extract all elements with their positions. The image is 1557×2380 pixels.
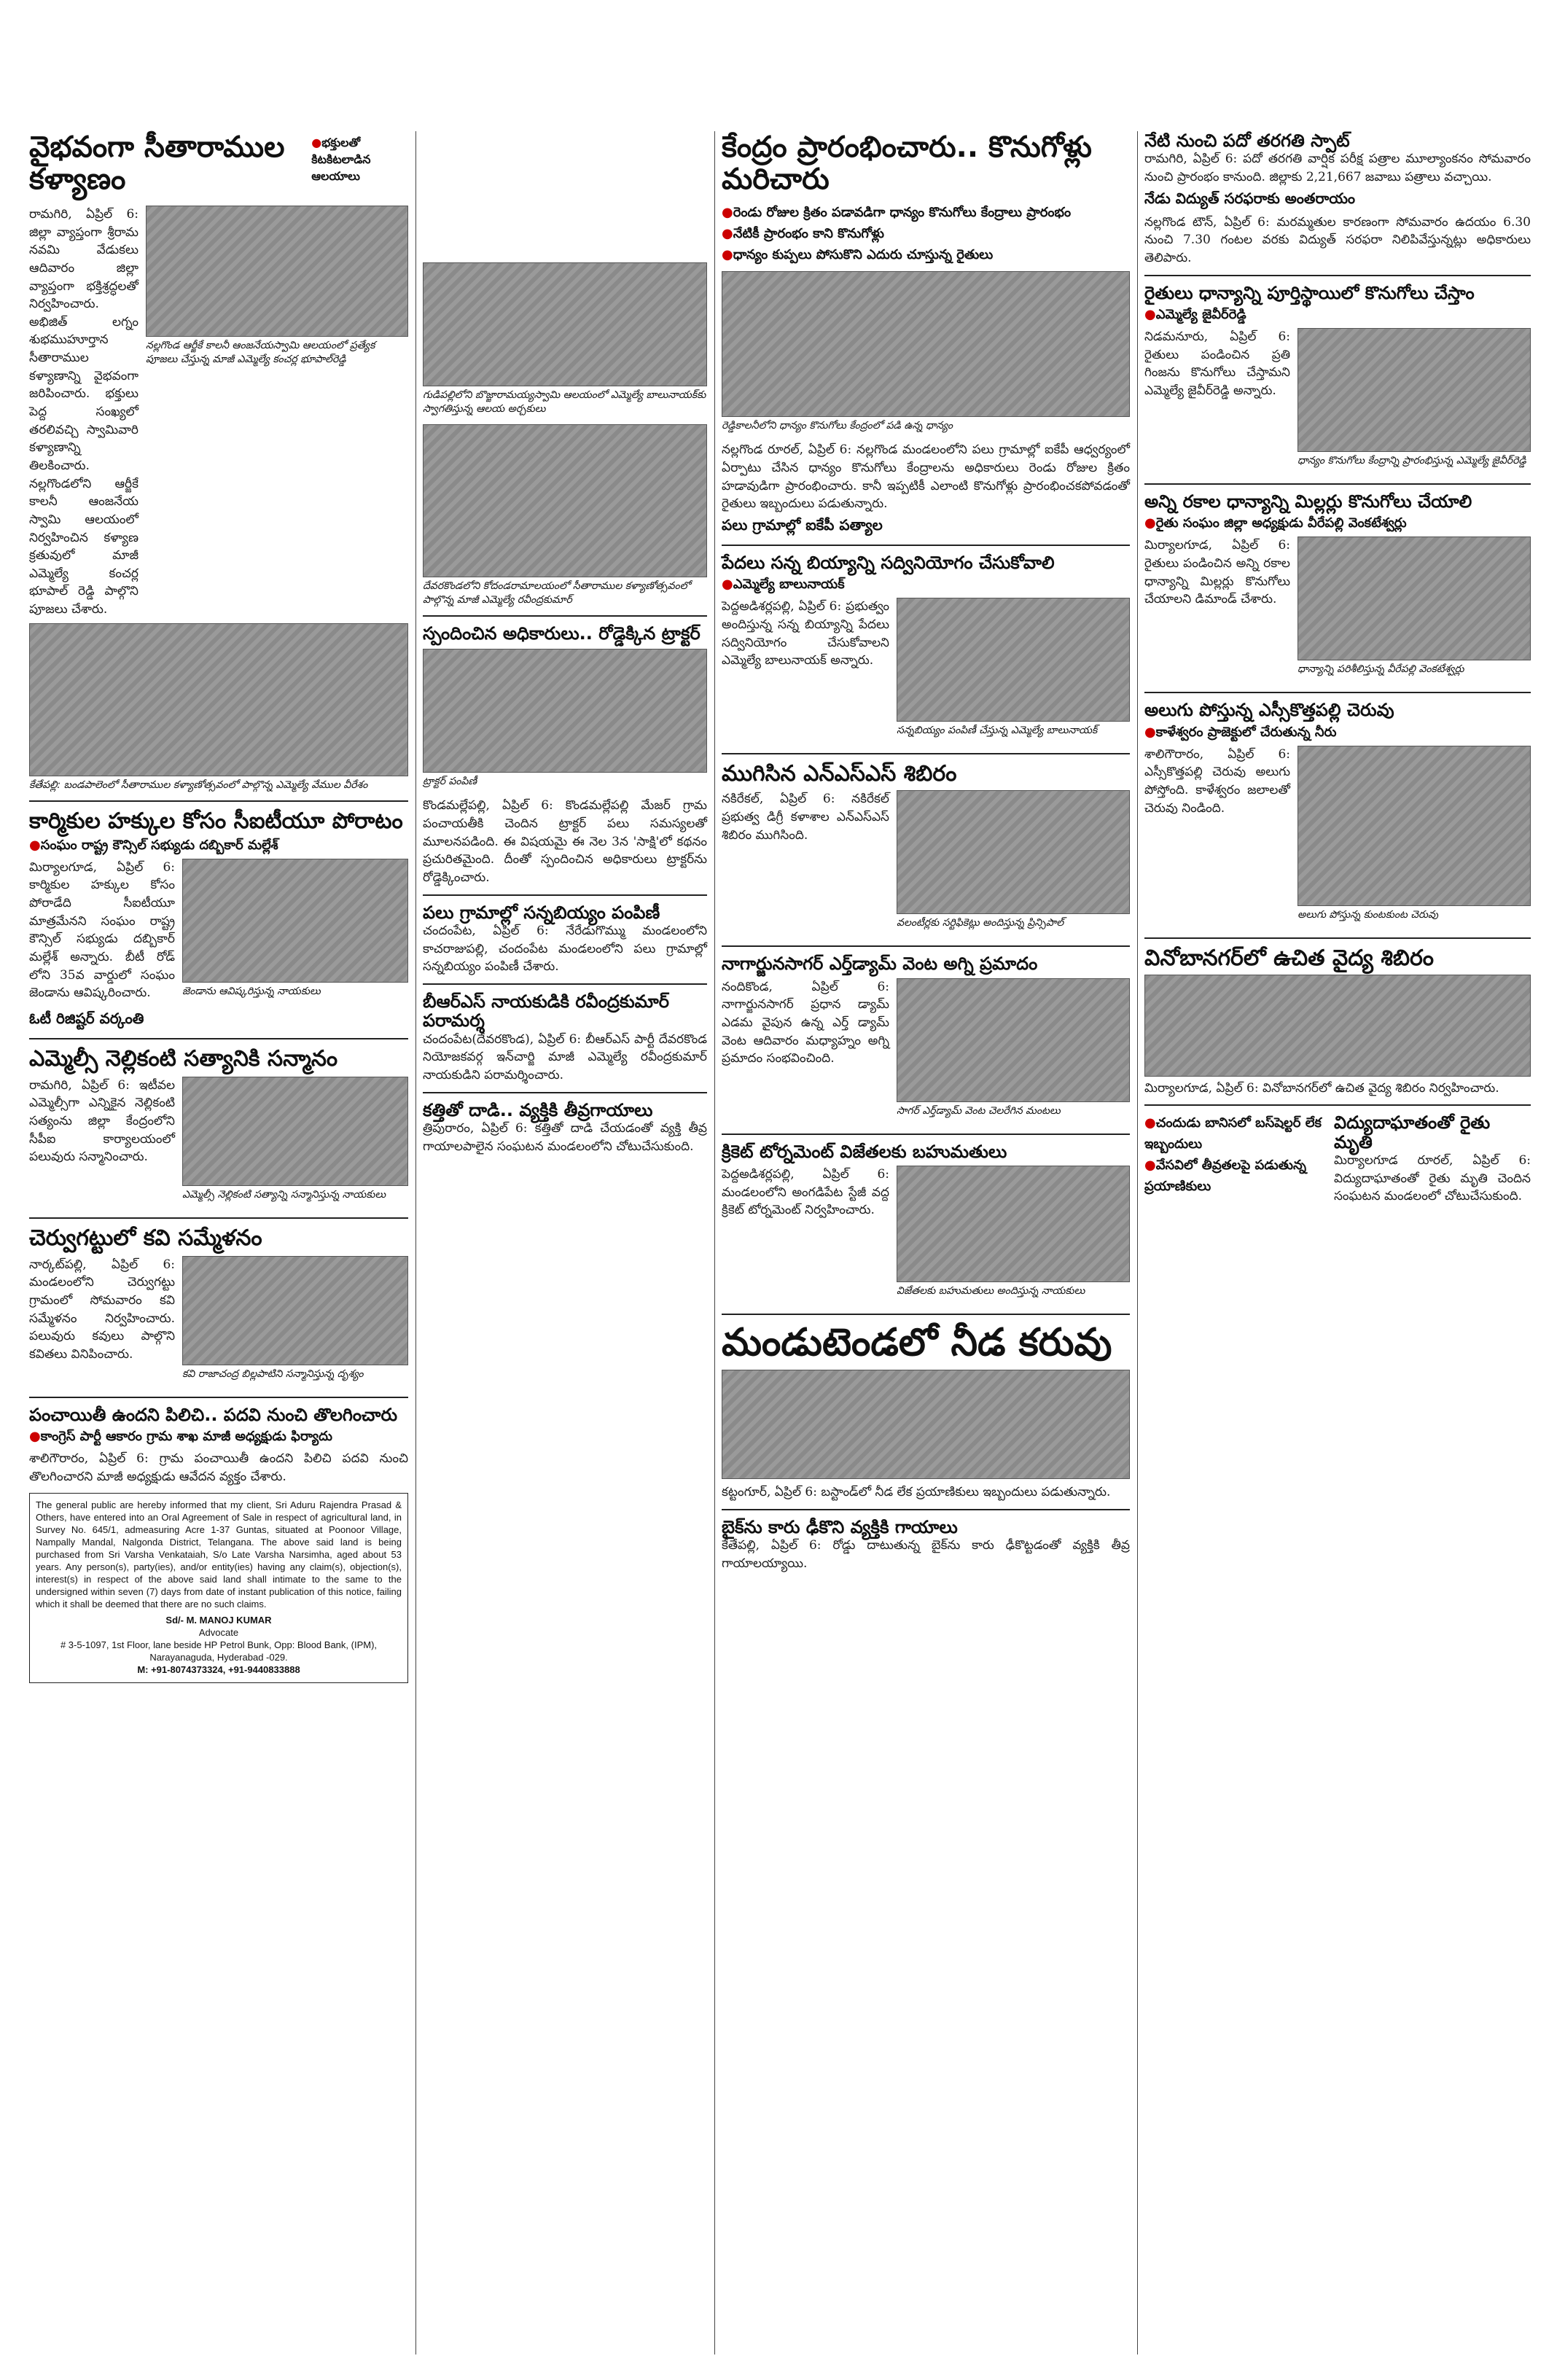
farmers-grain-photo bbox=[1298, 328, 1531, 452]
farmers-grain-byline: ● ఎమ్మెల్యే జైవీర్‌రెడ్డి bbox=[1144, 307, 1531, 325]
shade-photo bbox=[722, 1370, 1130, 1479]
electrocution-body: మిర్యాలగూడ రూరల్, ఏప్రిల్ 6: విద్యుదాఘాతంతో రైతు మృతి చెందిన సంఘటన మండలంలో చోటుచేసుకుంది. bbox=[1334, 1153, 1531, 1204]
bike-accident-body: కేతేపల్లి, ఏప్రిల్ 6: రోడ్డు దాటుతున్న బైక్‌ను కారు ఢీకొట్టడంతో వ్యక్తికి తీవ్ర గాయాలయ్యాయి. bbox=[722, 1538, 1130, 1571]
kalyanam-photo-4 bbox=[423, 424, 707, 577]
headline-panchayati: పంచాయితీ ఉందని పిలిచి.. పదవి నుంచి తొలగించారు bbox=[29, 1404, 398, 1425]
tractor-photo bbox=[423, 649, 707, 773]
satyam-photo bbox=[182, 1077, 408, 1186]
legal-notice-role: Advocate bbox=[198, 1627, 239, 1639]
millers-caption: ధాన్యాన్ని పరిశీలిస్తున్న వీరేపల్లి వెంకటేశ్వర్లు bbox=[1298, 663, 1464, 676]
legal-notice bbox=[29, 1493, 408, 1682]
headline-procurement: కేంద్రం ప్రారంభించారు.. కొనుగోళ్లు మరిచారు bbox=[722, 130, 1092, 196]
fire-photo bbox=[897, 978, 1130, 1102]
shade-bullets bbox=[1144, 1113, 1327, 1206]
farmers-grain-body: నిడమనూరు, ఏప్రిల్ 6: రైతులు పండించిన ప్రతి గింజను కొనుగోలు చేస్తామని ఎమ్మెల్యే జైవీర్‌రెడ్డి అన్నారు. bbox=[1144, 329, 1290, 398]
shade-body: కట్టంగూర్, ఏప్రిల్ 6: బస్టాండ్‌లో నీడ లేక ప్రయాణికులు ఇబ్బందులు పడుతున్నారు. bbox=[722, 1485, 1111, 1500]
satyam-body: రామగిరి, ఏప్రిల్ 6: ఇటీవల ఎమ్మెల్సీగా ఎన్నికైన నెల్లికంటి సత్యంను జిల్లా కేంద్రంలోని సీపీఐ కార్యాలయంలో పలువురు సన్మానించారు. bbox=[29, 1077, 175, 1165]
panchayati-byline: ● కాంగ్రెస్ పార్టీ ఆకారం గ్రామ శాఖ మాజీ అధ్యక్షుడు ఫిర్యాదు bbox=[29, 1429, 408, 1447]
citu-subhead: ఓటీ రిజిష్టర్ వర్కంతి bbox=[29, 1009, 144, 1027]
headline-tractor: స్పందించిన అధికారులు.. రోడ్డెక్కిన ట్రాక్టర్ bbox=[423, 623, 701, 644]
column-1 bbox=[29, 131, 408, 1683]
nss-photo bbox=[897, 790, 1130, 914]
column-3 bbox=[722, 131, 1130, 1573]
headline-electrocution: విద్యుదాఘాతంతో రైతు మృతి bbox=[1334, 1112, 1491, 1152]
pond-caption: అలుగు పోస్తున్న కుంటకుంట చెరువు bbox=[1298, 908, 1438, 921]
millers-photo bbox=[1298, 537, 1531, 660]
farmers-grain-caption: ధాన్యం కొనుగోలు కేంద్రాన్ని ప్రారంభిస్తున్న ఎమ్మెల్యే జైవీర్‌రెడ్డి bbox=[1298, 454, 1526, 467]
headline-citu: కార్మికుల హక్కుల కోసం సీఐటీయూ పోరాటం bbox=[29, 808, 403, 834]
citu-byline: ● సంఘం రాష్ట్ర కౌన్సిల్ సభ్యుడు దబ్బికార్ మల్లేశ్ bbox=[29, 838, 408, 856]
pond-byline: ● కాళేశ్వరం ప్రాజెక్టులో చేరుతున్న నీరు bbox=[1144, 725, 1531, 743]
shade-bullet: ● చందుడు బానిసలో బస్‌షెల్టర్ లేక ఇబ్బందులు bbox=[1144, 1113, 1327, 1155]
satyam-caption: ఎమ్మెల్సీ నెల్లికంటి సత్యాన్ని సన్మానిస్తున్న నాయకులు bbox=[182, 1188, 386, 1201]
pond-photo bbox=[1298, 746, 1531, 906]
legal-notice-phone: M: +91-8074373324, +91-9440833888 bbox=[137, 1663, 300, 1675]
rice-poor-byline: ● ఎమ్మెల్యే బాలునాయక్ bbox=[722, 577, 1130, 595]
rice-villages-body: చందంపేట, ఏప్రిల్ 6: నేరేడుగొమ్ము మండలంలోని కాచరాజుపల్లి, చందంపేట మండలంలోని పలు గ్రామాల్లో సన్నబియ్యం పంపిణీ చేశారు. bbox=[423, 923, 707, 975]
medical-camp-photo bbox=[1144, 975, 1531, 1077]
headline-kavi: చెర్వుగట్టులో కవి సమ్మేళనం bbox=[29, 1225, 262, 1251]
millers-body: మిర్యాలగూడ, ఏప్రిల్ 6: రైతులు పండించిన అన్ని రకాల ధాన్యాన్ని మిల్లర్లు కొనుగోలు చేయాలని డిమాండ్ చేశారు. bbox=[1144, 538, 1290, 607]
headline-spot: నేటి నుంచి పదో తరగతి స్పాట్ bbox=[1144, 130, 1350, 151]
procurement-bullets bbox=[722, 203, 1130, 265]
kavi-body: నార్కట్‌పల్లి, ఏప్రిల్ 6: మండలంలోని చెర్వుగట్టు గ్రామంలో సోమవారం కవి సమ్మేళనం నిర్వహించారు. పలువురు కవులు పాల్గొని కవితలు వినిపించారు. bbox=[29, 1257, 175, 1362]
column-4 bbox=[1144, 131, 1531, 1206]
headline-satyam: ఎమ్మెల్సీ నెల్లికంటి సత్యానికి సన్మానం bbox=[29, 1045, 338, 1072]
headline-fire: నాగార్జునసాగర్ ఎర్త్‌డ్యామ్ వెంట అగ్ని ప్రమాదం bbox=[722, 953, 1038, 975]
procurement-bullet: ● రెండు రోజుల క్రితం పడావడిగా ధాన్యం కొనుగోలు కేంద్రాలు ప్రారంభం bbox=[722, 203, 1130, 224]
headline-kalyanam: వైభవంగా సీతారాముల కళ్యాణం bbox=[29, 130, 285, 196]
kavi-caption: కవి రాజాచంద్ర బిల్లపాటిని సన్మానిస్తున్న దృశ్యం bbox=[182, 1367, 364, 1380]
procurement-bullet: ● ధాన్యం కుప్పలు పోసుకొని ఎదురు చూస్తున్న రైతులు bbox=[722, 245, 1130, 266]
knife-attack-body: త్రిపురారం, ఏప్రిల్ 6: కత్తితో దాడి చేయడంతో వ్యక్తి తీవ్ర గాయాలపాలైన సంఘటన మండలంలోని చోటుచేసుకుంది. bbox=[423, 1121, 707, 1154]
headline-shade: మండుటెండలో నీడ కరువు bbox=[722, 1321, 1112, 1365]
headline-medical-camp: వినోబానగర్‌లో ఉచిత వైద్య శిబిరం bbox=[1144, 945, 1434, 971]
procurement-caption-1: రెడ్డికాలనీలోని ధాన్యం కొనుగోలు కేంద్రంలో పడి ఉన్న ధాన్యం bbox=[722, 420, 953, 432]
headline-bike-accident: బైక్‌ను కారు ఢీకొని వ్యక్తికి గాయాలు bbox=[722, 1516, 958, 1537]
shade-bullet: ● వేసవిలో తీవ్రతలపై పడుతున్న ప్రయాణికులు bbox=[1144, 1155, 1327, 1198]
kalyanam-caption-2: గుడిపల్లిలోని బొజ్జారామయ్యస్వామి ఆలయంలో ఎమ్మెల్యే బాలునాయక్‌కు స్వాగతిస్తున్న ఆలయ అర్చకులు bbox=[423, 389, 706, 415]
cricket-body: పెద్దఅడిశర్లపల్లి, ఏప్రిల్ 6: మండలంలోని అంగడిపేట స్టేజీ వద్ద క్రికెట్ టోర్నమెంట్ నిర్వహించారు. bbox=[722, 1167, 889, 1218]
procurement-photo-1 bbox=[722, 271, 1130, 417]
pond-body: శాలిగౌరారం, ఏప్రిల్ 6: ఎస్సీకొత్తపల్లి చెరువు అలుగు పోస్తోంది. కాళేశ్వరం జలాలతో చెరువు నిండింది. bbox=[1144, 746, 1290, 816]
headline-cricket: క్రికెట్ టోర్నమెంట్ విజేతలకు బహుమతులు bbox=[722, 1141, 1007, 1162]
kalyanam-sub-bullet: ● భక్తులతో కిటకిటలాడిన ఆలయాలు bbox=[311, 136, 408, 186]
kalyanam-photo-1 bbox=[146, 206, 408, 337]
nss-body: నకిరేకల్, ఏప్రిల్ 6: నకిరేకల్ ప్రభుత్వ డిగ్రీ కళాశాల ఎన్ఎస్ఎస్ శిబిరం ముగిసింది. bbox=[722, 792, 889, 843]
rice-poor-photo bbox=[897, 598, 1130, 722]
legal-notice-text: The general public are hereby informed that my client, Sri Aduru Rajendra Prasad & Others, have entered into an Oral Agreement of Sale in respect of agricultural land, in Survey No. 645/1, admeasuring Acre 1-37 Guntas, situated at Poonoor Village, Nampally Mandal, Nalgonda District, Telangana. The above said land is being purchased from Sri Varsha Venkataiah, S/o Late Varsha Narsimha, aged about 53 years. Any person(s), party(ies), and/or entity(ies) having any claim(s), objection(s), interest(s) in respect of the above said land shall intimate to the same to the undersigned within seven (7) days from date of instant publication of this notice, failing which it shall be deemed that there are no such claims. bbox=[36, 1499, 402, 1610]
power-subhead: నేడు విద్యుత్ సరఫరాకు అంతరాయం bbox=[1144, 189, 1356, 207]
kalyanam-photo-2 bbox=[423, 262, 707, 386]
spot-body: రామగిరి, ఏప్రిల్ 6: పదో తరగతి వార్షిక పరీక్ష పత్రాల మూల్యాంకనం సోమవారం నుంచి ప్రారంభం కానుంది. జిల్లాకు 2,21,667 జవాబు పత్రాలు వచ్చాయి. bbox=[1144, 152, 1531, 185]
millers-byline: ● రైతు సంఘం జిల్లా అధ్యక్షుడు వీరేపల్లి వెంకటేశ్వర్లు bbox=[1144, 515, 1531, 534]
fire-body: నందికొండ, ఏప్రిల్ 6: నాగార్జునసాగర్ ప్రధాన డ్యామ్ ఎడమ వైపున ఉన్న ఎర్త్ డ్యామ్ వెంట ఆదివారం మధ్యాహ్నం అగ్ని ప్రమాదం సంభవించింది. bbox=[722, 979, 889, 1066]
newspaper-page bbox=[29, 131, 1531, 2354]
tractor-caption: ట్రాక్టర్ పంపిణీ bbox=[423, 776, 477, 788]
fire-caption: సాగర్ ఎర్త్‌డ్యామ్ వెంట చెలరేగిన మంటలు bbox=[897, 1104, 1061, 1117]
headline-rice-poor: పేదలు సన్న బియ్యాన్ని సద్వినియోగం చేసుకోవాలి bbox=[722, 552, 1055, 573]
panchayati-body: శాలిగౌరారం, ఏప్రిల్ 6: గ్రామ పంచాయితీ ఉందని పిలిచి పదవి నుంచి తొలగించారని మాజీ అధ్యక్షుడు ఆవేదన వ్యక్తం చేశారు. bbox=[29, 1451, 408, 1484]
kalyanam-body: రామగిరి, ఏప్రిల్ 6: జిల్లా వ్యాప్తంగా శ్రీరామ నవమి వేడుకలు ఆదివారం జిల్లా వ్యాప్తంగా భక్తిశ్రద్ధలతో నిర్వహించారు. అభిజిత్ లగ్నం శుభముహూర్తాన సీతారాముల కళ్యాణాన్ని వైభవంగా జరిపించారు. భక్తులు పెద్ద సంఖ్యలో తరలివచ్చి స్వామివారి కళ్యాణాన్ని తిలకించారు. నల్లగొండలోని ఆర్జీకే కాలనీ ఆంజనేయ స్వామి ఆలయంలో నిర్వహించిన కళ్యాణ క్రతువులో మాజీ ఎమ్మెల్యే కంచర్ల భూపాల్ రెడ్డి పాల్గొని పూజలు చేశారు. bbox=[29, 207, 138, 617]
rice-poor-body: పెద్దఅడిశర్లపల్లి, ఏప్రిల్ 6: ప్రభుత్వం అందిస్తున్న సన్న బియ్యాన్ని పేదలు సద్వినియోగం చేసుకోవాలని ఎమ్మెల్యే బాలునాయక్ అన్నారు. bbox=[722, 599, 889, 668]
citu-caption: జెండాను ఆవిష్కరిస్తున్న నాయకులు bbox=[182, 985, 321, 997]
headline-knife-attack: కత్తితో దాడి.. వ్యక్తికి తీవ్రగాయాలు bbox=[423, 1099, 653, 1120]
kalyanam-photo-3 bbox=[29, 623, 408, 776]
kalyanam-caption-1: నల్లగొండ ఆర్జీకే కాలనీ ఆంజనేయస్వామి ఆలయంలో ప్రత్యేక పూజలు చేస్తున్న మాజీ ఎమ్మెల్యే కంచర్ల భూపాల్‌రెడ్డి bbox=[146, 340, 375, 365]
kalyanam-caption-4: దేవరకొండలోని కోదండరామాలయంలో సీతారాముల కళ్యాణోత్సవంలో పాల్గొన్న మాజీ ఎమ్మెల్యే రవీంద్రకుమార్ bbox=[423, 580, 691, 606]
procurement-subhead: పలు గ్రామాల్లో ఐకేపీ పత్యాల bbox=[722, 515, 883, 534]
kavi-photo bbox=[182, 1256, 408, 1365]
kalyanam-caption-3: కేతేపల్లి: బండపాలెంలో సీతారాముల కళ్యాణోత్సవంలో పాల్గొన్న ఎమ్మెల్యే వేముల వీరేశం bbox=[29, 779, 368, 791]
legal-notice-sign: Sd/- M. MANOJ KUMAR bbox=[165, 1615, 272, 1626]
power-body: నల్లగొండ టౌన్, ఏప్రిల్ 6: మరమ్మతుల కారణంగా సోమవారం ఉదయం 6.30 నుంచి 7.30 గంటల వరకు విద్యుత్ సరఫరా నిలిపివేస్తున్నట్లు అధికారులు తెలిపారు. bbox=[1144, 214, 1531, 265]
citu-body: మిర్యాలగూడ, ఏప్రిల్ 6: కార్మికుల హక్కుల కోసం పోరాడేది సీఐటీయూ మాత్రమేనని సంఘం రాష్ట్ర కౌన్సిల్ సభ్యుడు దబ్బికార్ మల్లేశ్ అన్నారు. బీటీ రోడ్ లోని 35వ వార్డులో సంఘం జెండాను ఆవిష్కరించారు. bbox=[29, 859, 175, 1001]
cricket-photo bbox=[897, 1166, 1130, 1282]
procurement-body: నల్లగొండ రూరల్, ఏప్రిల్ 6: నల్లగొండ మండలంలోని పలు గ్రామాల్లో ఐకేపీ ఆధ్వర్యంలో ఏర్పాటు చేసిన ధాన్యం కొనుగోలు కేంద్రాలను అధికారులు రెండు రోజుల క్రితం హడావుడిగా ప్రారంభించారు. కానీ ఇప్పటికీ ఎలాంటి కొనుగోళ్లు ప్రారంభించకపోవడంతో రైతులు ఇబ్బందులు పడుతున్నారు. bbox=[722, 442, 1130, 512]
cricket-caption: విజేతలకు బహుమతులు అందిస్తున్న నాయకులు bbox=[897, 1285, 1085, 1298]
legal-notice-address: # 3-5-1097, 1st Floor, lane beside HP Petrol Bunk, Opp: Blood Bank, (IPM), Narayanaguda, Hyderabad -029. bbox=[60, 1639, 378, 1663]
procurement-bullet: ● నేటికీ ప్రారంభం కాని కొనుగోళ్లు bbox=[722, 224, 1130, 245]
headline-millers: అన్ని రకాల ధాన్యాన్ని మిల్లర్లు కొనుగోలు చేయాలి bbox=[1144, 491, 1472, 512]
headline-farmers-grain: రైతులు ధాన్యాన్ని పూర్తిస్థాయిలో కొనుగోలు చేస్తాం bbox=[1144, 282, 1475, 303]
rice-poor-caption: సన్నబియ్యం పంపిణీ చేస్తున్న ఎమ్మెల్యే బాలునాయక్ bbox=[897, 725, 1098, 737]
headline-brs: బీఆర్ఎస్ నాయకుడికి రవీంద్రకుమార్ పరామర్శ bbox=[423, 991, 669, 1031]
headline-rice-villages: పలు గ్రామాల్లో సన్నబియ్యం పంపిణీ bbox=[423, 902, 660, 923]
citu-photo bbox=[182, 859, 408, 983]
medical-camp-body: మిర్యాలగూడ, ఏప్రిల్ 6: వినోబానగర్‌లో ఉచిత వైద్య శిబిరం నిర్వహించారు. bbox=[1144, 1080, 1499, 1096]
brs-body: చందంపేట(దేవరకొండ), ఏప్రిల్ 6: బీఆర్ఎస్ పార్టీ దేవరకొండ నియోజకవర్గ ఇన్‌చార్జి మాజీ ఎమ్మెల్యే రవీంద్రకుమార్ నాయకుడిని పరామర్శించారు. bbox=[423, 1031, 707, 1082]
tractor-body: కొండమల్లేపల్లి, ఏప్రిల్ 6: కొండమల్లేపల్లి మేజర్ గ్రామ పంచాయతీకి చెందిన ట్రాక్టర్ పలు సమస్యలతో మూలనపడింది. ఈ విషయమై ఈ నెల 3న 'సాక్షి'లో కథనం ప్రచురితమైంది. దీంతో స్పందించిన అధికారులు ట్రాక్టర్‌ను రోడ్డెక్కించారు. bbox=[423, 798, 707, 885]
headline-pond: అలుగు పోస్తున్న ఎస్సీకొత్తపల్లి చెరువు bbox=[1144, 700, 1394, 721]
column-2 bbox=[423, 131, 707, 1155]
headline-nss: ముగిసిన ఎన్ఎస్ఎస్ శిబిరం bbox=[722, 761, 957, 787]
nss-caption: వలంటీర్లకు సర్టిఫికెట్లు అందిస్తున్న ప్రిన్సిపాల్ bbox=[897, 917, 1064, 929]
